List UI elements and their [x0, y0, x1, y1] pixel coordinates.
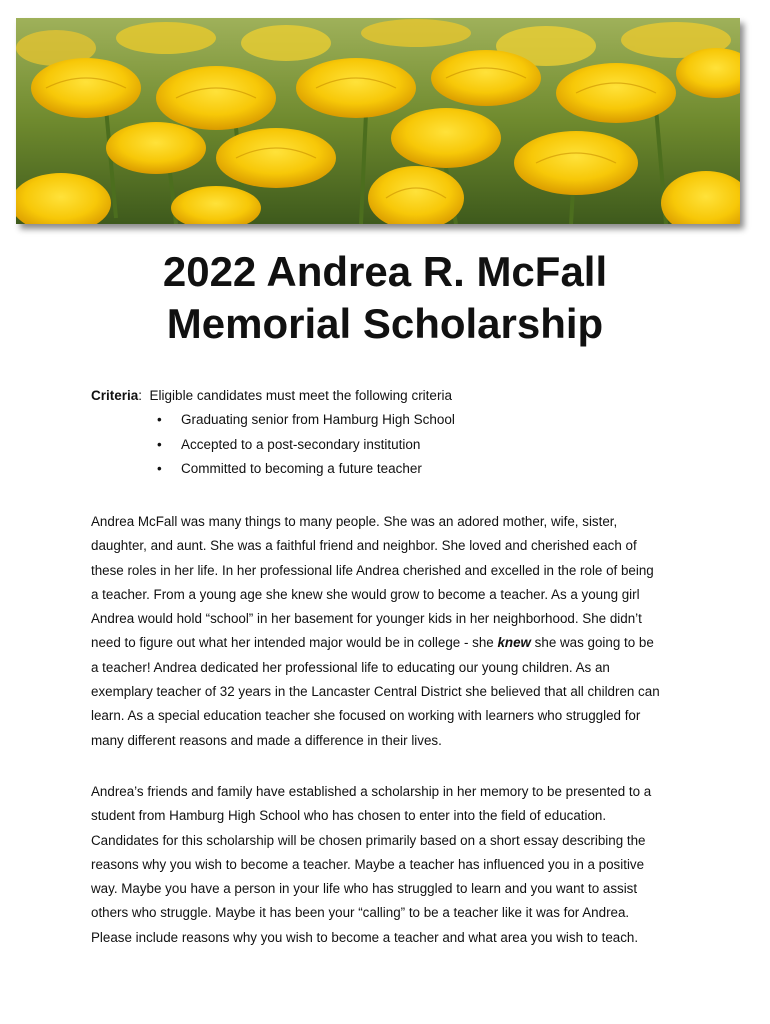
criteria-intro: Eligible candidates must meet the following criteria	[149, 388, 452, 403]
bullet-icon: •	[157, 412, 162, 427]
paragraph-line: exemplary teacher of 32 years in the Lancaster Central District she believed that all children can	[91, 684, 660, 700]
biography-paragraph	[91, 510, 691, 753]
criteria-item: • Committed to becoming a future teacher	[91, 459, 711, 484]
paragraph-line: way. Maybe you have a person in your life who has struggled to learn and you want to assist	[91, 881, 638, 897]
paragraph-line: Andrea McFall was many things to many people. She was an adored mother, wife, sister,	[91, 514, 618, 529]
title-line-2: Memorial Scholarship	[166, 300, 604, 347]
paragraph-line: others who struggle. Maybe it has been your “calling” to be a teacher like it was for Andrea.	[91, 905, 630, 921]
paragraph-line: student from Hamburg High School who has chosen to enter into the field of education.	[91, 808, 607, 824]
criteria-item: • Graduating senior from Hamburg High School	[91, 410, 711, 435]
criteria-heading: Criteria: Eligible candidates must meet the following criteria	[91, 388, 452, 403]
paragraph-line: need to figure out what her intended major would be in college - she knew she was going to be	[91, 635, 654, 651]
paragraph-line: daughter, and aunt. She was a faithful friend and neighbor. She loved and cherished each of	[91, 538, 637, 554]
criteria-item: • Accepted to a post-secondary institution	[91, 435, 711, 460]
paragraph-line: a teacher. From a young age she knew she would grow to become a teacher. As a young girl	[91, 586, 640, 602]
paragraph-line: Andrea’s friends and family have established a scholarship in her memory to be presented to a	[91, 784, 652, 799]
bullet-icon: •	[157, 461, 162, 476]
title-line-1: 2022 Andrea R. McFall	[162, 248, 608, 295]
paragraph-line: these roles in her life. In her professional life Andrea cherished and excelled in the role of being	[91, 562, 654, 578]
paragraph-line: many different reasons and made a difference in their lives.	[91, 732, 442, 748]
criteria-list	[91, 410, 711, 484]
paragraph-line: learn. As a special education teacher she focused on working with learners who struggled for	[91, 708, 641, 724]
marigold-banner-image	[16, 18, 740, 224]
criteria-section	[91, 386, 711, 484]
bullet-icon: •	[157, 436, 162, 452]
scholarship-paragraph	[91, 780, 691, 950]
paragraph-line: reasons why you wish to become a teacher. Maybe a teacher has influenced you in a positive	[91, 856, 645, 872]
paragraph-line: Candidates for this scholarship will be chosen primarily based on a short essay describing the	[91, 832, 646, 848]
criteria-label: Criteria	[91, 388, 139, 403]
paragraph-line: Please include reasons why you wish to become a teacher and what area you wish to teach.	[91, 929, 639, 945]
paragraph-line: Andrea would hold “school” in her basement for younger kids in her neighborhood. She didn’t	[91, 611, 642, 627]
page-title	[0, 246, 770, 350]
emphasis-knew: knew	[497, 635, 531, 651]
paragraph-line: a teacher! Andrea dedicated her professional life to educating our young children. As an	[91, 659, 610, 675]
marigold-field-illustration	[16, 18, 740, 224]
